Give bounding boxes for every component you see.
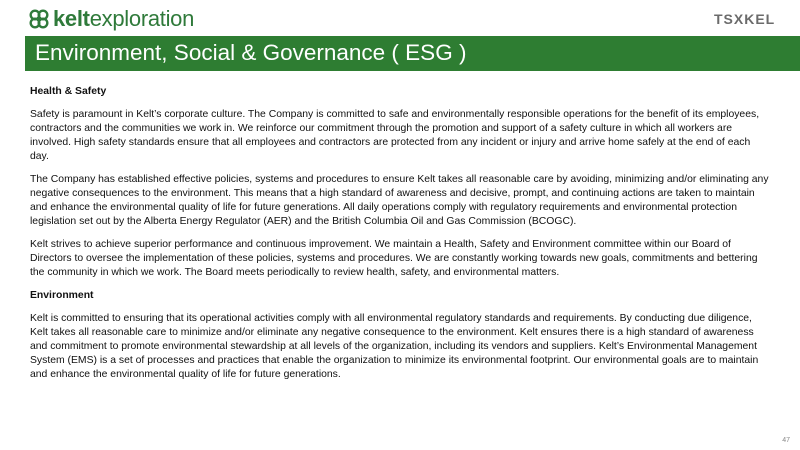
header: [0, 0, 800, 36]
environment-paragraph-1: Kelt is committed to ensuring that its operational activities comply with all environmental regulatory standards and requirements. By conducting due diligence, Kelt takes all reasonable care to minimize and/or eliminate any negative consequence to the environment. Kelt ensures there is a high standard of awareness and commitment to promote environmental stewardship at all levels of the organization, including its vendors and suppliers. Kelt’s Environmental Management System (EMS) is a set of processes and practices that enable the organization to minimize its environmental footprint. Our environmental goals are to maintain and enhance the environmental quality of life for future generations.: [30, 313, 759, 380]
health-safety-heading: Health & Safety: [30, 86, 107, 97]
page-number: 47: [782, 437, 790, 444]
company-logo: [28, 6, 194, 32]
body-content: [30, 85, 770, 391]
title-banner: [25, 36, 800, 71]
environment-heading: Environment: [30, 290, 94, 301]
logo-wordmark: keltexploration: [53, 6, 195, 31]
ticker-symbol: TSXKEL: [714, 11, 776, 27]
page-title: Environment, Social & Governance ( ESG ): [35, 40, 467, 65]
health-paragraph-2: The Company has established effective policies, systems and procedures to ensure Kelt takes all reasonable care by avoiding, minimizing and/or eliminating any negative consequences to the environment. This means that a high standard of awareness and decisive, prompt, and continuing actions are taken to maintain and enhance the environmental quality of life for future generations. All daily operations comply with regulatory requirements and environmental protection legislation set out by the Alberta Energy Regulator (AER) and the British Columbia Oil and Gas Commission (BCOGC).: [30, 174, 769, 227]
health-paragraph-3: Kelt strives to achieve superior performance and continuous improvement. We maintain a Health, Safety and Environment committee within our Board of Directors to oversee the implementation of these policies, systems and procedures. We are constantly working towards new goals, commitments and bettering the community in which we work. The Board meets periodically to review health, safety, and environmental matters.: [30, 239, 758, 278]
celtic-knot-icon: [28, 8, 50, 30]
health-paragraph-1: Safety is paramount in Kelt’s corporate culture. The Company is committed to safe and environmentally responsible operations for the benefit of its employees, contractors and the communities we work in. We reinforce our commitment through the promotion and support of a safety culture in which all workers are involved. High safety standards ensure that all employees and contractors are protected from any incident or injury and arrive home safely at the end of each day.: [30, 109, 760, 162]
